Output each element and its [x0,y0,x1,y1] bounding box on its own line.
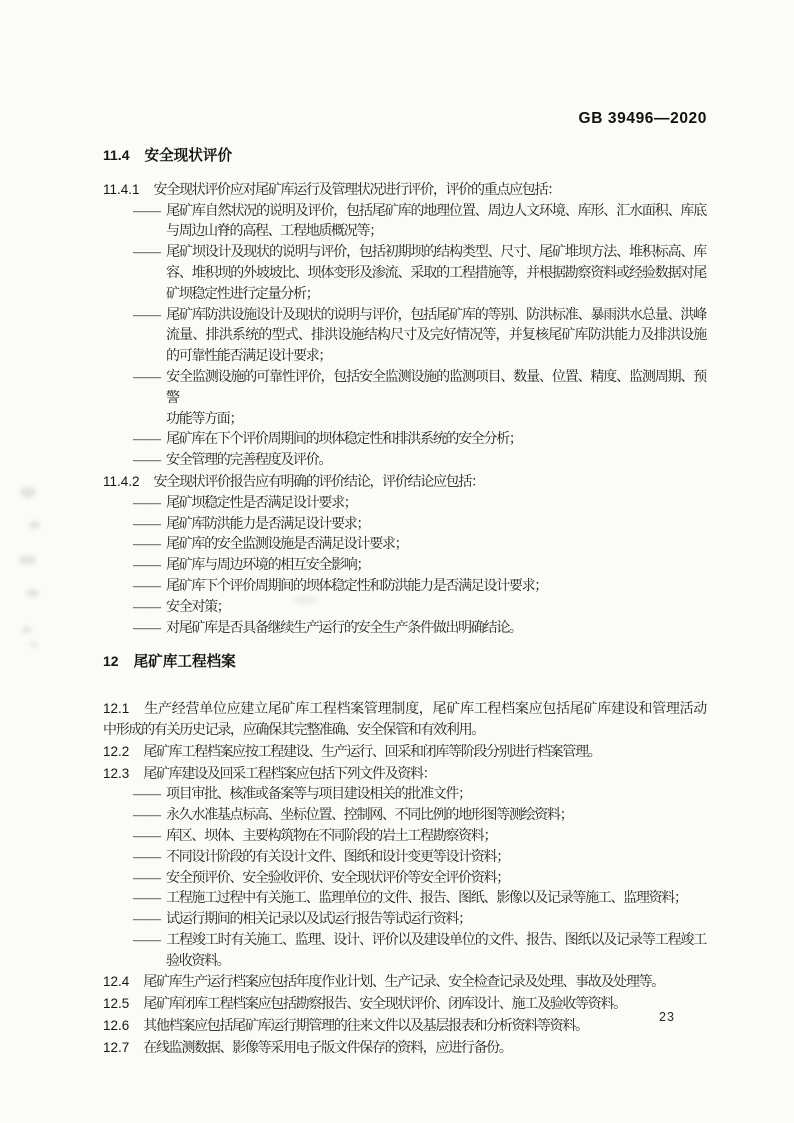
line-text: 与周边山脊的高程、工程地质概况等； [166,224,382,240]
dash-list-item-line [103,598,706,619]
line-text: 的可靠性能否满足设计要求； [166,349,332,365]
scan-smudge [26,589,39,597]
section-heading [103,145,706,167]
dash-list-item-line [103,577,706,598]
scan-smudge [20,487,36,498]
dash-marker: —— [133,307,161,323]
line-text: 尾矿库防洪设施设计及现状的说明与评价，包括尾矿库的等别、防洪标准、暴雨洪水总量、洪峰 [166,307,706,323]
dash-list-item-line [103,264,706,285]
line-text: 其他档案应包括尾矿库运行期管理的往来文件以及基层报表和分析资料等资料。 [143,1019,588,1035]
line-text: 尾矿库自然状况的说明及评价，包括尾矿库的地理位置、周边人文环境、库形、汇水面积、库底 [166,203,706,219]
dash-list-item-line [103,243,706,264]
section-title: 尾矿库工程档案 [133,654,236,671]
dash-marker: —— [133,369,161,385]
dash-marker: —— [133,432,161,448]
dash-marker: —— [133,870,161,886]
dash-marker: —— [133,912,161,928]
clause-number: 12.3 [103,765,130,781]
dash-marker: —— [133,849,161,865]
dash-marker: —— [133,808,161,824]
line-text: 尾矿库防洪能力是否满足设计要求； [166,516,370,532]
line-text: 尾矿库生产运行档案应包括年度作业计划、生产记录、安全检查记录及处理、事故及处理等。 [143,975,664,991]
dash-marker: —— [133,932,161,948]
clause-line [103,721,706,742]
dash-list-item-line [103,326,706,347]
line-text: 工程竣工时有关施工、监理、设计、评价以及建设单位的文件、报告、图纸以及记录等工程竣工 [166,932,706,948]
clause-line [103,994,706,1016]
line-text: 中形成的有关历史记录，应确保其完整准确、安全保管和有效利用。 [103,722,484,738]
clause-line [103,764,706,786]
line-text: 尾矿库闭库工程档案应包括勘察报告、安全现状评价、闭库设计、施工及验收等资料。 [143,997,626,1013]
dash-marker: —— [133,891,161,907]
dash-list-item-line [103,848,706,869]
dash-list-item-line [103,931,706,952]
dash-list-item-line [103,494,706,515]
dash-list-item-line [103,785,706,806]
dash-list-item-line [103,535,706,556]
clause-number: 12.5 [103,996,130,1012]
dash-marker: —— [133,787,161,803]
line-text: 尾矿库建设及回采工程档案应包括下列文件及资料： [143,766,436,782]
line-text: 流量、排洪系统的型式、排洪设施结构尺寸及完好情况等，并复核尾矿库防洪能力及排洪设施 [166,328,706,344]
clause-line [103,699,706,721]
clause-number: 12.7 [103,1039,130,1055]
section-heading [103,651,706,673]
dash-list-item-line [103,410,706,431]
line-text: 尾矿坝稳定性是否满足设计要求； [166,495,357,511]
line-text: 尾矿库与周边环境的相互安全影响； [166,558,370,574]
dash-list-item-line [103,556,706,577]
dash-list-item-line [103,285,706,306]
clause-line [103,1016,706,1038]
dash-marker: —— [133,537,161,553]
clause-number: 12.6 [103,1018,130,1034]
line-text: 容、堆积坝的外坡坡比、坝体变形及渗流、采取的工程措施等，并根据勘察资料或经验数据对尾 [166,265,706,281]
dash-list-item-line [103,869,706,890]
line-text: 尾矿坝设计及现状的说明与评价，包括初期坝的结构类型、尺寸、尾矿堆坝方法、堆积标高、库 [166,245,706,261]
dash-list-item-line [103,347,706,368]
line-text: 项目审批、核准或备案等与项目建设相关的批准文件； [166,787,471,803]
scan-smudge [293,596,317,604]
clause-line [103,972,706,994]
dash-list-item-line [103,952,706,973]
line-text: 对尾矿库是否具备继续生产运行的安全生产条件做出明确结论。 [166,620,522,636]
dash-marker: —— [133,599,161,615]
dash-list-item-line [103,202,706,223]
dash-list-item-line [103,515,706,536]
dash-list-item-line [103,619,706,640]
dash-list-item-line [103,430,706,451]
line-text: 在线监测数据、影像等采用电子版文件保存的资料，应进行备份。 [143,1040,512,1056]
section-number: 12 [103,653,119,670]
line-text: 永久水准基点标高、坐标位置、控制网、不同比例的地形图等测绘资料； [166,808,573,824]
clause-number: 12.4 [103,974,130,990]
standard-code-header: GB 39496—2020 [578,110,707,127]
dash-list-item-line [103,451,706,472]
line-text: 不同设计阶段的有关设计文件、图纸和设计变更等设计资料； [166,849,509,865]
document-body [103,145,706,1060]
clause-number: 12.2 [103,743,130,759]
dash-list-item-line [103,827,706,848]
line-text: 试运行期间的相关记录以及试运行报告等试运行资料； [166,912,471,928]
line-text: 安全预评价、安全验收评价、安全现状评价等安全评价资料； [166,870,509,886]
line-text: 安全现状评价应对尾矿库运行及管理状况进行评价，评价的重点应包括： [153,182,560,198]
page-number: 23 [659,1010,675,1024]
dash-marker: —— [133,516,161,532]
line-text: 功能等方面； [166,411,243,427]
line-text: 尾矿库的安全监测设施是否满足设计要求； [166,537,408,553]
line-text: 验收资料。 [166,953,230,969]
line-text: 尾矿库下个评价周期间的坝体稳定性和防洪能力是否满足设计要求； [166,578,547,594]
dash-list-item-line [103,222,706,243]
clause-line [103,180,706,202]
dash-marker: —— [133,558,161,574]
clause-number: 12.1 [103,701,130,717]
dash-list-item-line [103,806,706,827]
dash-marker: —— [133,495,161,511]
scan-smudge [29,641,38,648]
clause-line [103,742,706,764]
section-number: 11.4 [103,147,130,163]
line-text: 生产经营单位应建立尾矿库工程档案管理制度，尾矿库工程档案应包括尾矿库建设和管理活动 [143,702,706,718]
dash-marker: —— [133,203,161,219]
clause-number: 11.4.1 [103,181,140,197]
dash-list-item-line [103,368,706,410]
dash-marker: —— [133,620,161,636]
clause-line [103,472,706,494]
clause-line [103,1038,706,1060]
line-text: 安全对策； [166,599,230,615]
scan-smudge [19,555,36,565]
dash-marker: —— [133,453,161,469]
dash-marker: —— [133,578,161,594]
dash-list-item-line [103,910,706,931]
section-title: 安全现状评价 [144,148,233,164]
line-text: 安全管理的完善程度及评价。 [166,453,332,469]
clause-number: 11.4.2 [103,473,140,489]
line-text: 安全现状评价报告应有明确的评价结论，评价结论应包括： [153,474,484,490]
dash-marker: —— [133,828,161,844]
line-text: 尾矿库在下个评价周期间的坝体稳定性和排洪系统的安全分析； [166,432,522,448]
scan-smudge [21,626,32,634]
line-text: 安全监测设施的可靠性评价，包括安全监测设施的监测项目、数量、位置、精度、监测周期、预警 [166,369,706,406]
dash-list-item-line [103,889,706,910]
line-text: 库区、坝体、主要构筑物在不同阶段的岩土工程勘察资料； [166,828,497,844]
dash-marker: —— [133,245,161,261]
line-text: 矿坝稳定性进行定量分析； [166,286,319,302]
line-text: 工程施工过程中有关施工、监理单位的文件、报告、图纸、影像以及记录等施工、监理资料； [166,891,687,907]
line-text: 尾矿库工程档案应按工程建设、生产运行、回采和闭库等阶段分别进行档案管理。 [143,744,601,760]
scan-smudge [29,521,40,529]
dash-list-item-line [103,306,706,327]
